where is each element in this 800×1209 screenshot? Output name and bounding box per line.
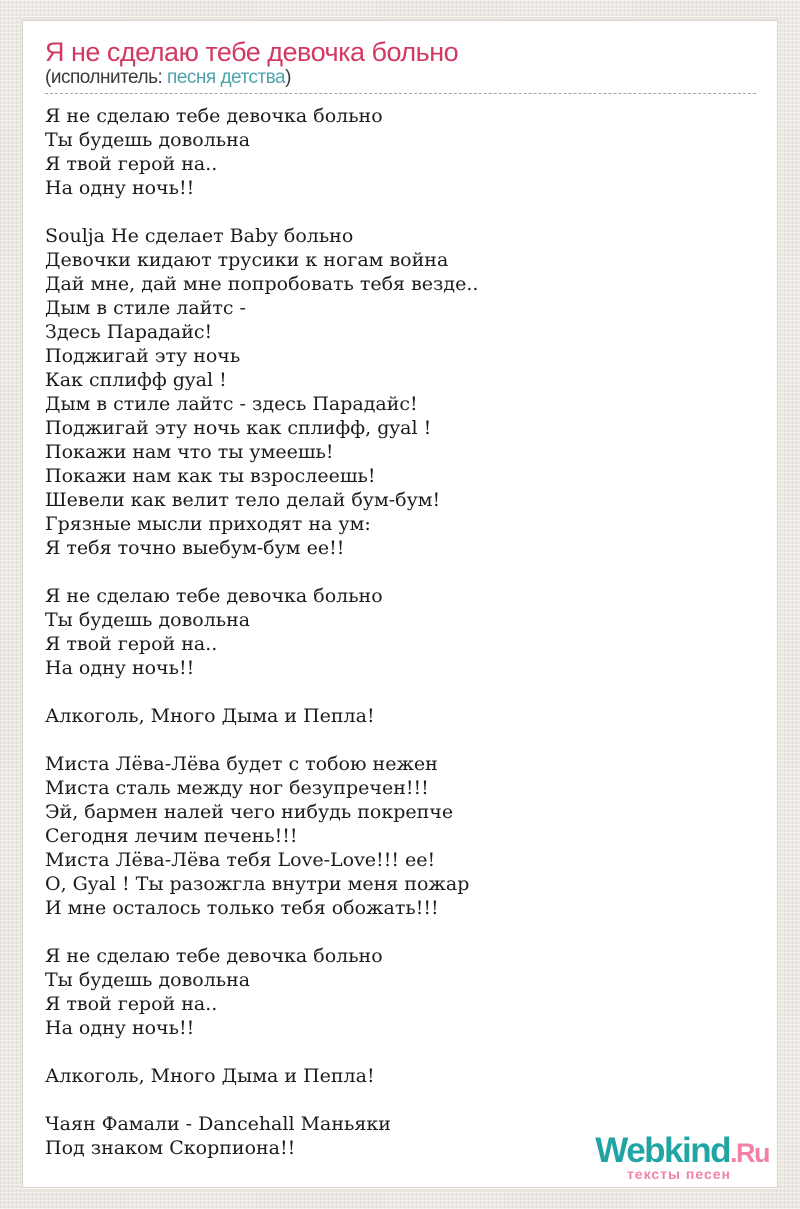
lyrics-stanza [45,944,756,1040]
lyrics-text [45,104,756,1160]
lyrics-line: Миста сталь между ног безупречен!!! [45,777,429,799]
lyrics-line: Миста Лёва-Лёва тебя Love-Love!!! ее! [45,849,436,871]
lyrics-line: Покажи нам что ты умеешь! [45,441,334,463]
lyrics-line: Я тебя точно выебум-бум ее!! [45,537,345,559]
lyrics-line: Ты будешь довольна [45,609,251,631]
lyrics-stanza [45,704,756,728]
lyrics-line: Чаян Фамали - Dancehall Маньяки [45,1113,391,1135]
logo-tagline: тексты песен [626,1166,731,1182]
lyrics-line: Покажи нам как ты взрослеешь! [45,465,376,487]
lyrics-line: Soulja Не сделает Baby больно [45,225,354,247]
lyrics-line: Я не сделаю тебе девочка больно [45,105,383,127]
lyrics-stanza [45,104,756,200]
lyrics-line: Девочки кидают трусики к ногам война [45,249,449,271]
lyrics-stanza [45,584,756,680]
page-title: Я не сделаю тебе девочка больно [45,37,459,67]
lyrics-line: Ты будешь довольна [45,969,251,991]
webkind-logo[interactable] [595,1131,769,1182]
logo-ru-suffix: .Ru [730,1138,769,1168]
lyrics-line: Я твой герой на.. [45,993,218,1015]
lyrics-line: Поджигай эту ночь [45,345,241,367]
lyrics-stanza [45,1064,756,1088]
lyrics-line: Дай мне, дай мне попробовать тебя везде.. [45,273,479,295]
lyrics-line: На одну ночь!! [45,1017,195,1039]
lyrics-line: Ты будешь довольна [45,129,251,151]
lyrics-line: Дым в стиле лайтс - здесь Парадайс! [45,393,418,415]
logo-webkind: Webkind [595,1131,730,1170]
lyrics-line: Я не сделаю тебе девочка больно [45,945,383,967]
artist-label-prefix: (исполнитель: [45,67,168,88]
lyrics-line: Алкоголь, Много Дыма и Пепла! [45,705,375,727]
lyrics-line: Грязные мысли приходят на ум: [45,513,371,535]
artist-link[interactable]: песня детства [167,67,286,88]
artist-line [45,67,756,94]
artist-label-suffix: ) [285,67,291,88]
lyrics-line: Как сплифф gyal ! [45,369,227,391]
lyrics-line: Миста Лёва-Лёва будет с тобою нежен [45,753,438,775]
lyrics-line: На одну ночь!! [45,177,195,199]
lyrics-line: Здесь Парадайс! [45,321,213,343]
webkind-logo-text[interactable] [595,1131,769,1170]
lyrics-line: Поджигай эту ночь как сплифф, gyal ! [45,417,432,439]
lyrics-line: Дым в стиле лайтс - [45,297,246,319]
lyrics-line: Под знаком Скорпиона!! [45,1137,296,1159]
lyrics-line: Я твой герой на.. [45,633,218,655]
lyrics-line: На одну ночь!! [45,657,195,679]
content-card [22,20,778,1188]
lyrics-line: Я твой герой на.. [45,153,218,175]
lyrics-line: О, Gyal ! Ты разожгла внутри меня пожар [45,873,470,895]
lyrics-line: Шевели как велит тело делай бум-бум! [45,489,441,511]
lyrics-stanza [45,752,756,920]
lyrics-line: Алкоголь, Много Дыма и Пепла! [45,1065,375,1087]
lyrics-stanza [45,224,756,560]
lyrics-line: Эй, бармен налей чего нибудь покрепче [45,801,454,823]
lyrics-line: Я не сделаю тебе девочка больно [45,585,383,607]
lyrics-line: Сегодня лечим печень!!! [45,825,298,847]
lyrics-line: И мне осталось только тебя обожать!!! [45,897,439,919]
